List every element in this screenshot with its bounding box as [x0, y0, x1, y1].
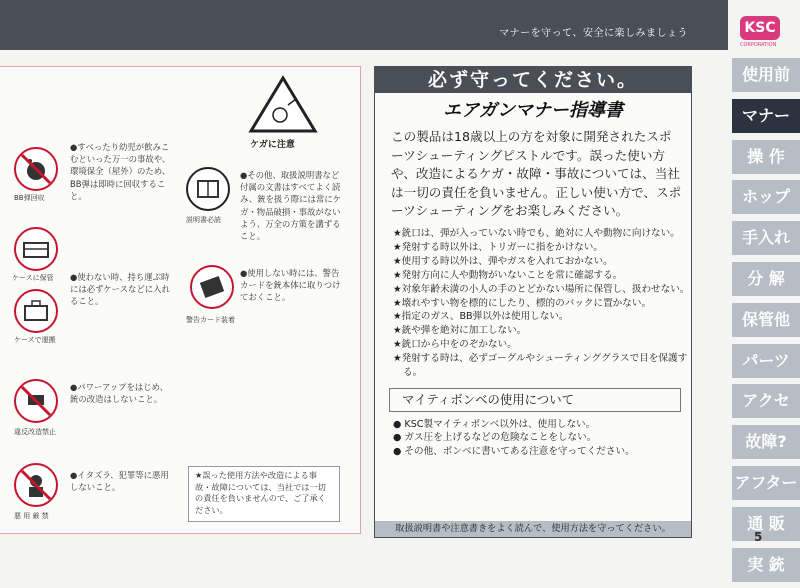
tab-storage[interactable]: 保管他: [732, 303, 800, 337]
icon-label: ケースで運搬: [14, 336, 56, 344]
note-warning-card: ●使用しない時には、警告カードを銃本体に取りつけておくこと。: [240, 268, 341, 303]
tab-aftercare[interactable]: アフター: [732, 466, 800, 500]
tab-trouble[interactable]: 故障?: [732, 425, 800, 459]
manual-icon: [186, 167, 230, 211]
logo-sub: CORPORATION: [740, 42, 777, 48]
intro-text: この製品は18歳以上の方を対象に開発されたスポーツシューティングピストルです。誤った使い方や、改造によるケガ・故障・事故については、当社は一切の責任を負いません。正しい使い方で、スポーツシューティングをお楽しみください。: [391, 129, 682, 219]
tab-disassembly[interactable]: 分 解: [732, 262, 800, 296]
list-item: ● ガス圧を上げるなどの危険なことをしない。: [393, 432, 597, 444]
list-item: ★壊れやすい物を標的にしたり、標的のバックに置かない。: [393, 297, 652, 309]
note-manual: ●その他、取扱説明書など付属の文書はすべてよく読み、銃を扱う際には常にケガ・物品破損・事故がないよう、万全の方策を講ずること。: [240, 170, 342, 242]
case-storage-icon: [14, 227, 58, 271]
tab-manners[interactable]: マナー: [732, 99, 800, 133]
icon-label: 悪 用 厳 禁: [14, 512, 49, 520]
bombe-list: [393, 418, 691, 458]
icon-label: 警告カード装着: [186, 316, 235, 324]
panel-heading: 必ず守ってください。: [375, 67, 691, 93]
list-item: ★指定のガス、BB弾以外は使用しない。: [393, 311, 569, 323]
tab-parts[interactable]: パーツ: [732, 344, 800, 378]
tab-maintenance[interactable]: 手入れ: [732, 221, 800, 255]
right-panel: [374, 66, 692, 538]
footer-note: 取扱説明書や注意書きをよく読んで、使用方法を守ってください。: [375, 521, 691, 537]
tagline: マナーを守って、安全に楽しみましょう: [499, 28, 688, 39]
list-item: ● KSC製マイティボンベ以外は、使用しない。: [393, 418, 596, 430]
list-item: ★発射する時は、必ずゴーグルやシューティンググラスで目を保護する。: [393, 353, 688, 379]
top-banner: [0, 0, 728, 50]
tab-real-gun[interactable]: 実 銃: [732, 548, 800, 582]
panel-subheading: エアガンマナー指導書: [443, 100, 623, 121]
bombe-section-title: マイティボンベの使用について: [389, 388, 681, 412]
list-item: ★銃や弾を絶対に加工しない。: [393, 325, 527, 337]
logo-mark: KSC: [740, 16, 780, 40]
warning-triangle-icon: [248, 75, 318, 135]
list-item: ★対象年齢未満の小人の手のとどかない場所に保管し、扱わせない。: [393, 283, 690, 295]
caution-label: ケガに注意: [250, 140, 295, 150]
icon-label: BB弾回収: [14, 194, 45, 202]
tab-accessories[interactable]: アクセ: [732, 384, 800, 418]
tab-before-use[interactable]: 使用前: [732, 58, 800, 92]
note-case: ●使わない時、持ち運ぶ時には必ずケースなどに入れること。: [70, 272, 170, 307]
list-item: ★発射方向に人や動物がいないことを常に確認する。: [393, 269, 623, 281]
tab-mailorder[interactable]: 通 販: [732, 507, 800, 541]
list-item: ★銃口から中をのぞかない。: [393, 339, 517, 351]
list-item: ★発射する時以外は、トリガーに指をかけない。: [393, 241, 603, 253]
icon-label: 違反改造禁止: [14, 428, 56, 436]
warning-card-icon: [190, 265, 234, 309]
left-panel: [0, 66, 361, 534]
icon-label: 説明書必読: [186, 216, 221, 224]
case-carry-icon: [14, 289, 58, 333]
tab-hop[interactable]: ホップ: [732, 180, 800, 214]
tab-operation[interactable]: 操 作: [732, 140, 800, 174]
sidebar-nav: [732, 58, 800, 588]
no-misuse-icon: [14, 463, 58, 507]
list-item: ★銃口は、弾が入っていない時でも、絶対に人や動物に向けない。: [393, 227, 680, 239]
no-modification-icon: [14, 379, 58, 423]
bb-pickup-icon: [14, 147, 58, 191]
note-misuse: ●イタズラ、犯罪等に悪用しないこと。: [70, 470, 169, 493]
note-modification: ●パワーアップをはじめ、銃の改造はしないこと。: [70, 382, 169, 405]
page-number: 5: [754, 530, 763, 544]
list-item: ● その他、ボンベに書いてある注意を守ってください。: [393, 445, 635, 457]
note-bb: ●すべったり幼児が飲みこむといった万一の事故や、環境保全（屋外）のため、BB弾は即時に回収すること。: [70, 142, 171, 201]
list-item: ★使用する時以外は、弾やガスを入れておかない。: [393, 255, 613, 267]
manner-list: [393, 227, 691, 380]
liability-note: ★誤った使用方法や改造による事故・故障については、当社では一切の責任を負いませんので、ご了承ください。: [188, 466, 340, 522]
icon-label: ケースに保管: [12, 274, 54, 282]
ksc-logo: [740, 16, 788, 50]
